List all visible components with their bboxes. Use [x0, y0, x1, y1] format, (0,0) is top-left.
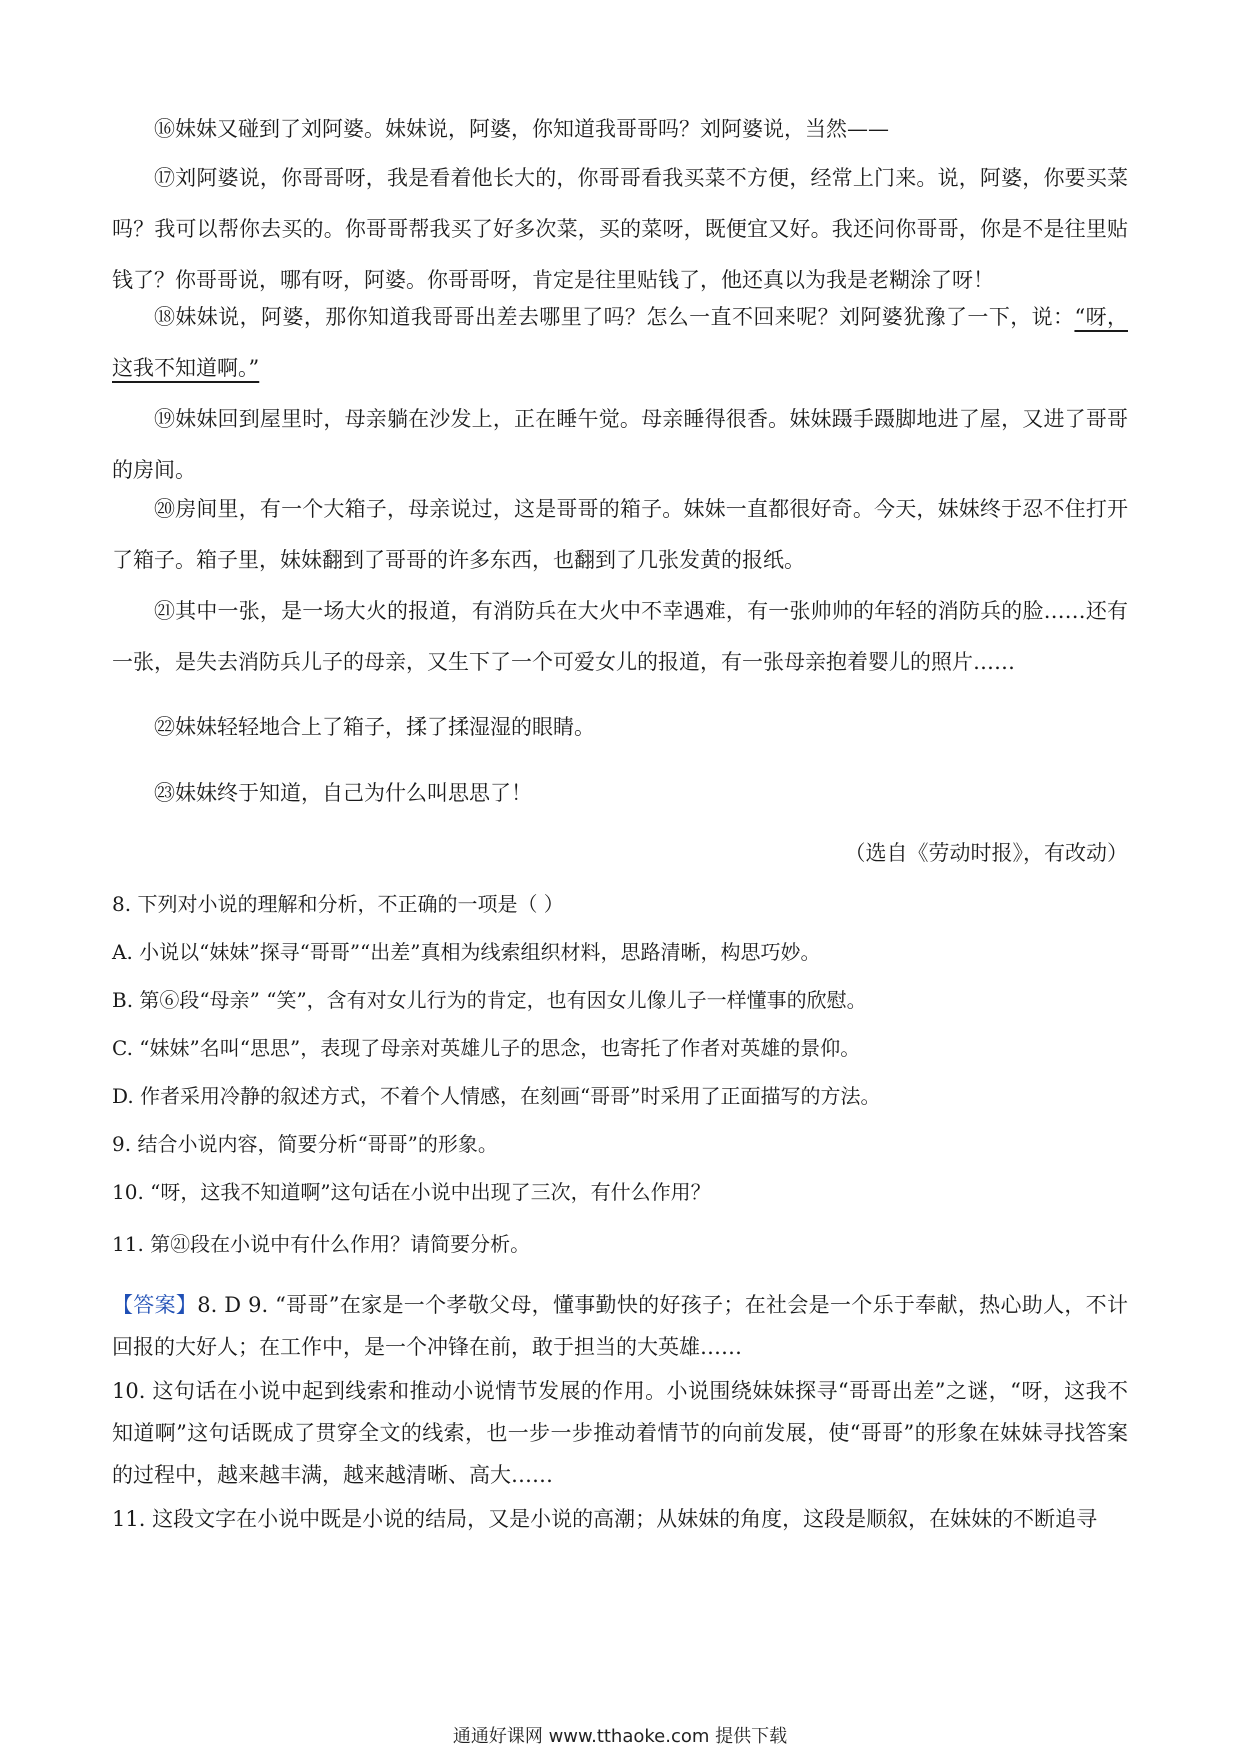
- source-citation: （选自《劳动时报》，有改动）: [844, 841, 1128, 865]
- question-10: 10. “呀，这我不知道啊”这句话在小说中出现了三次，有什么作用？: [112, 1180, 711, 1204]
- option-d: D. 作者采用冷静的叙述方式，不着个人情感，在刻画“哥哥”时采用了正面描写的方法。: [112, 1084, 881, 1108]
- paragraph-23: ㉓妹妹终于知道，自己为什么叫思思了！: [154, 781, 532, 805]
- answer-11: 11. 这段文字在小说中既是小说的结局，又是小说的高潮；从妹妹的角度，这段是顺叙，在妹妹的不断追寻: [112, 1507, 1098, 1531]
- answer-label: 【答案】: [112, 1293, 198, 1317]
- paragraph-21: ㉑其中一张，是一场大火的报道，有消防兵在大火中不幸遇难，有一张帅帅的年轻的消防兵的脸……还有一张，是失去消防兵儿子的母亲，又生下了一个可爱女儿的报道，有一张母亲抱着婴儿的照片……: [112, 599, 1128, 674]
- answer-9: 9. “哥哥”在家是一个孝敬父母，懂事勤快的好孩子；在社会是一个乐于奉献，热心助人，不计回报的大好人；在工作中，是一个冲锋在前，敢于担当的大英雄……: [112, 1293, 1128, 1359]
- option-b: B. 第⑥段“母亲” “笑”，含有对女儿行为的肯定，也有因女儿像儿子一样懂事的欣慰。: [112, 988, 867, 1012]
- paragraph-22: ㉒妹妹轻轻地合上了箱子，揉了揉湿湿的眼睛。: [154, 715, 595, 739]
- paragraph-18: [112, 292, 1128, 394]
- paragraph-19: ⑲妹妹回到屋里时，母亲躺在沙发上，正在睡午觉。母亲睡得很香。妹妹蹑手蹑脚地进了屋，又进了哥哥的房间。: [112, 407, 1128, 482]
- answer-8: 8. D: [197, 1293, 242, 1317]
- question-11: 11. 第㉑段在小说中有什么作用？请简要分析。: [112, 1232, 531, 1256]
- paragraph-18-text: ⑱妹妹说，阿婆，那你知道我哥哥出差去哪里了吗？怎么一直不回来呢？刘阿婆犹豫了一下，说：: [154, 305, 1075, 329]
- paragraph-17: ⑰刘阿婆说，你哥哥呀，我是看着他长大的，你哥哥看我买菜不方便，经常上门来。说，阿婆，你要买菜吗？我可以帮你去买的。你哥哥帮我买了好多次菜，买的菜呀，既便宜又好。我还问你哥哥，你是不是往里贴钱了？你哥哥说，哪有呀，阿婆。你哥哥呀，肯定是往里贴钱了，他还真以为我是老糊涂了呀！: [112, 166, 1128, 292]
- paragraph-16: ⑯妹妹又碰到了刘阿婆。妹妹说，阿婆，你知道我哥哥吗？刘阿婆说，当然——: [154, 117, 889, 141]
- paragraph-20: ⑳房间里，有一个大箱子，母亲说过，这是哥哥的箱子。妹妹一直都很好奇。今天，妹妹终于忍不住打开了箱子。箱子里，妹妹翻到了哥哥的许多东西，也翻到了几张发黄的报纸。: [112, 497, 1128, 572]
- question-9: 9. 结合小说内容，简要分析“哥哥”的形象。: [112, 1132, 498, 1156]
- footer-credit: 通通好课网 www.tthaoke.com 提供下载: [452, 1726, 788, 1747]
- answer-10: 10. 这句话在小说中起到线索和推动小说情节发展的作用。小说围绕妹妹探寻“哥哥出差”之谜，“呀，这我不知道啊”这句话既成了贯穿全文的线索，也一步一步推动着情节的向前发展，使“哥哥”的形象在妹妹寻找答案的过程中，越来越丰满，越来越清晰、高大……: [112, 1379, 1128, 1487]
- answer-block-8-9: [112, 1284, 1128, 1368]
- option-c: C. “妹妹”名叫“思思”，表现了母亲对英雄儿子的思念，也寄托了作者对英雄的景仰。: [112, 1036, 861, 1060]
- underlined-quote: “呀，这我不知道啊。”: [112, 305, 1128, 380]
- option-a: A. 小说以“妹妹”探寻“哥哥”“出差”真相为线索组织材料，思路清晰，构思巧妙。: [112, 940, 821, 964]
- question-8: 8. 下列对小说的理解和分析，不正确的一项是（ ）: [112, 892, 564, 916]
